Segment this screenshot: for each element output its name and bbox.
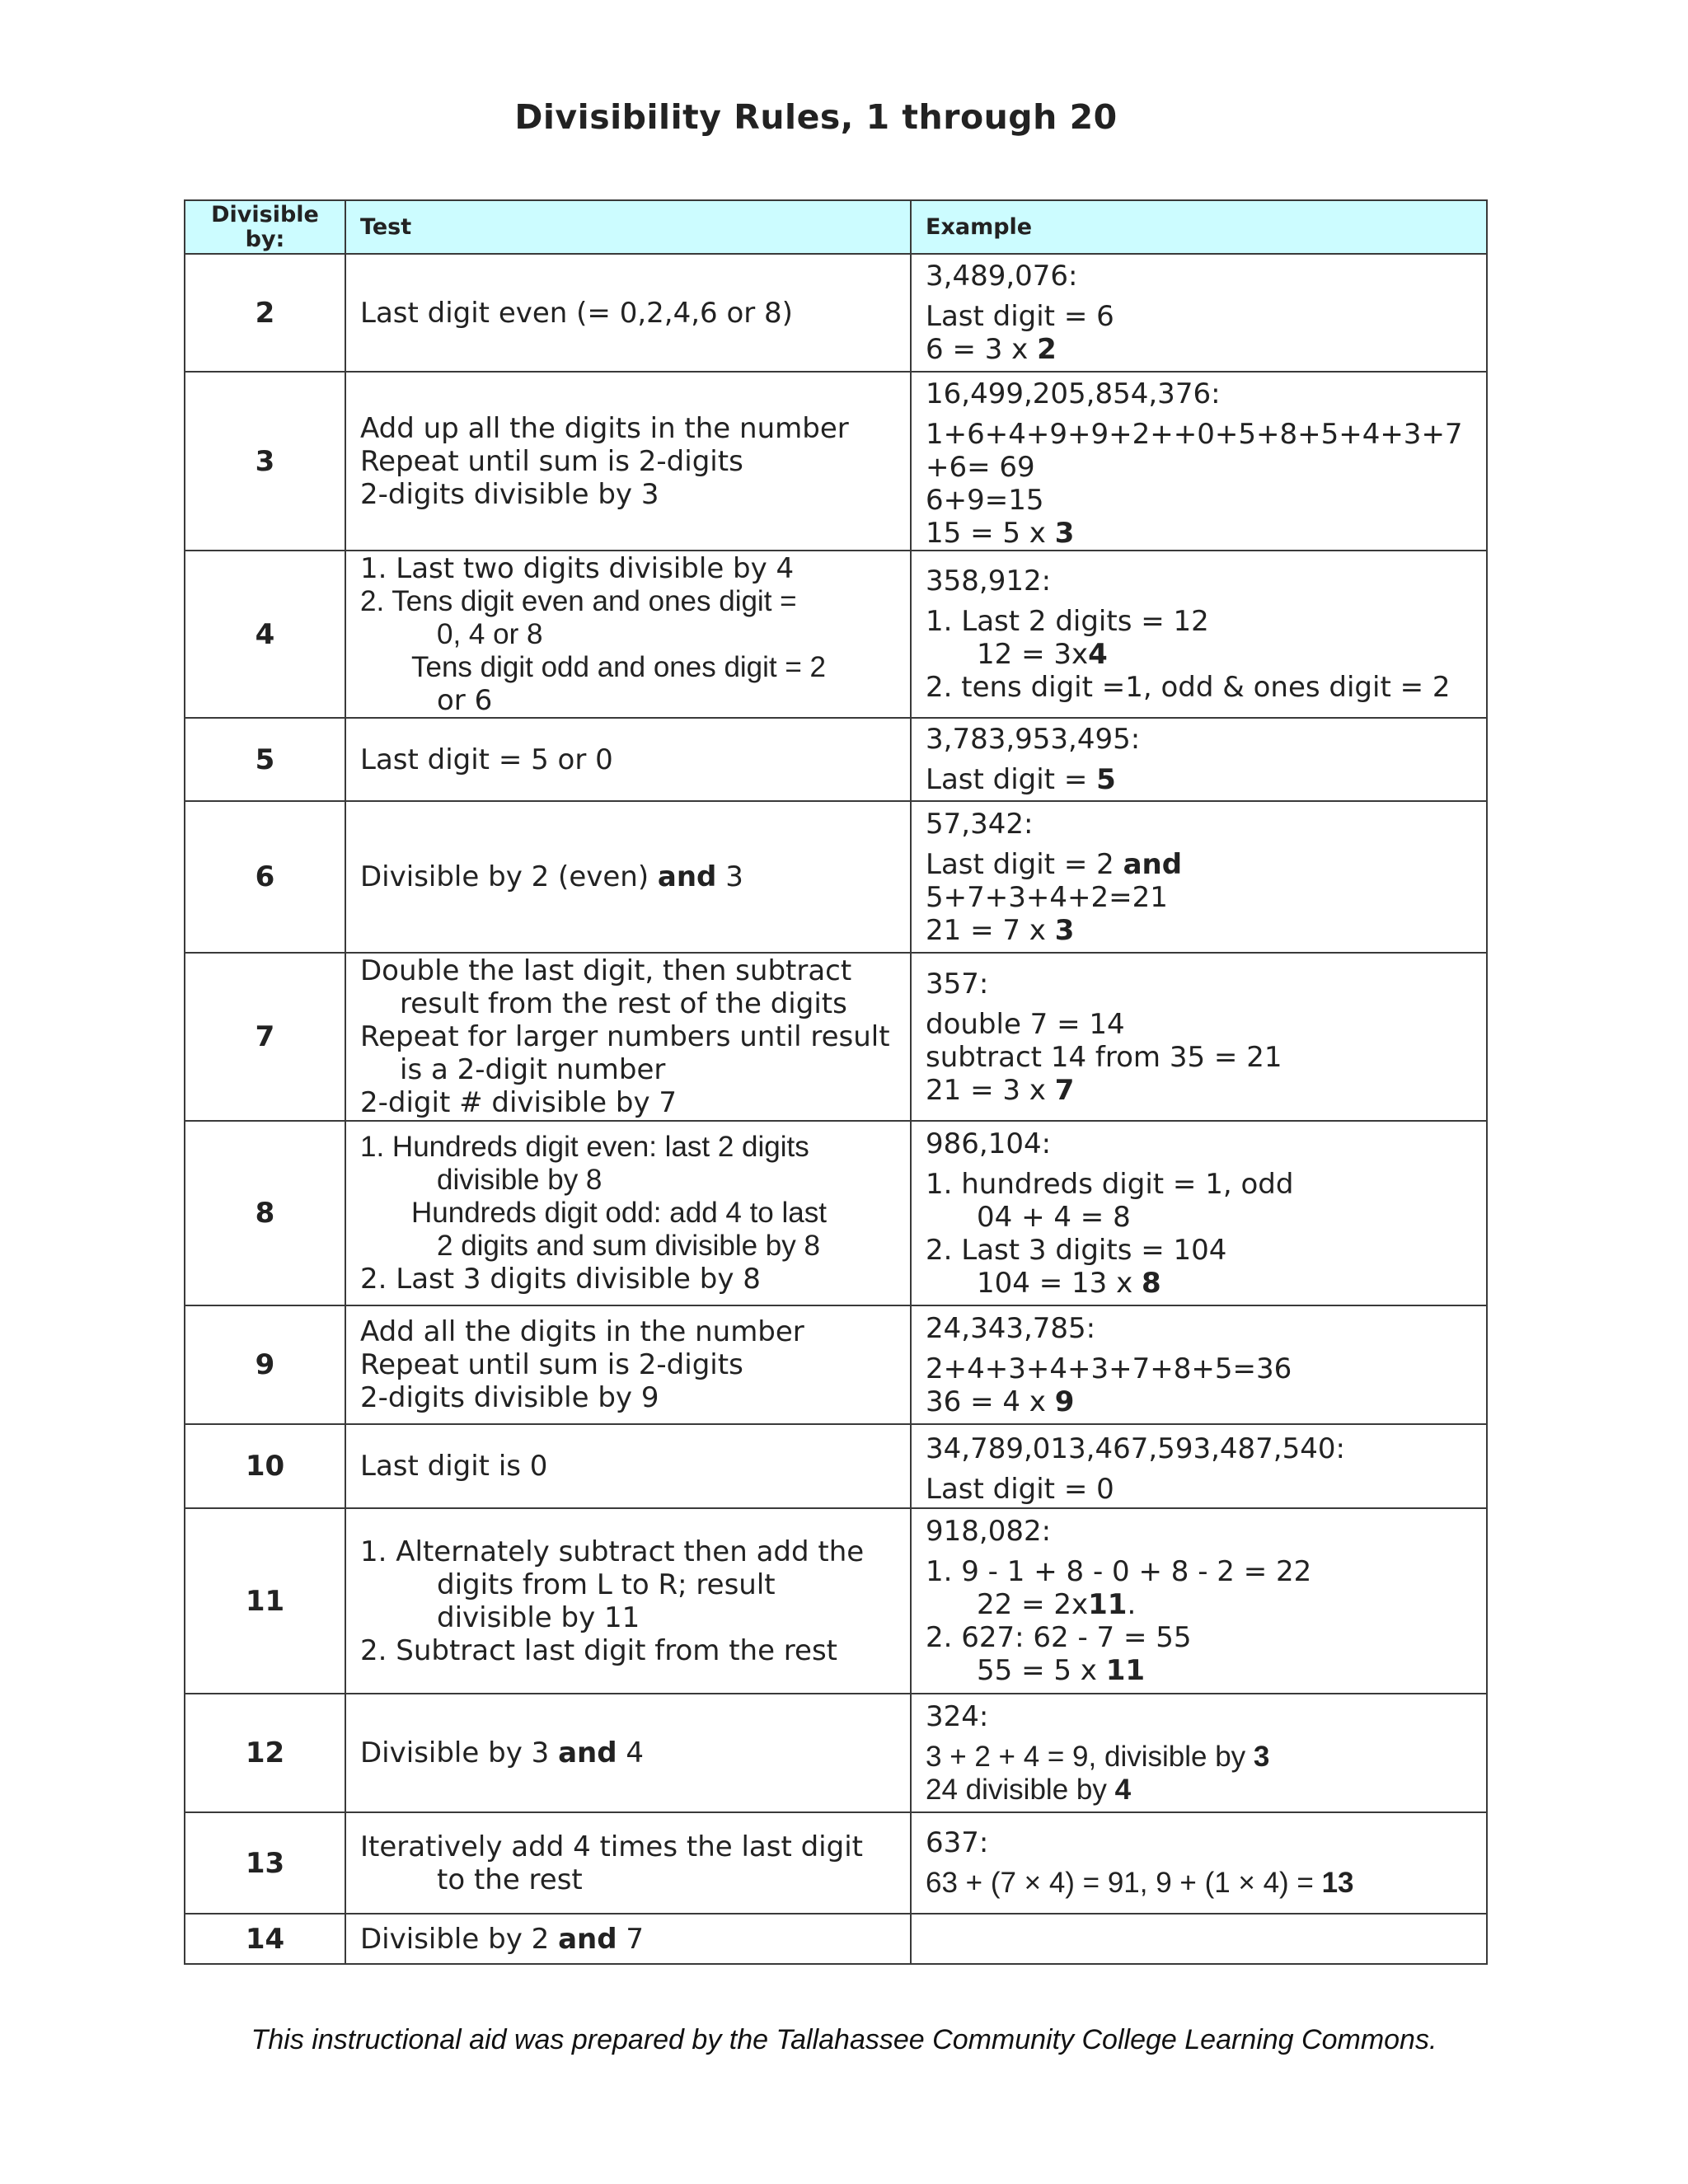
example-line: 2. tens digit =1, odd & ones digit = 2 <box>926 671 1451 704</box>
example-cell <box>911 372 1487 551</box>
example-line: 12 = 3x4 <box>977 638 1108 671</box>
test-line: divisible by 8 <box>437 1164 603 1196</box>
header-test: Test <box>345 200 911 254</box>
test-cell <box>345 801 911 953</box>
test-cell <box>345 1424 911 1508</box>
example-cell <box>911 718 1487 801</box>
example-line: 6 = 3 x 2 <box>926 333 1057 366</box>
example-line: 104 = 13 x 8 <box>977 1266 1161 1300</box>
table-row <box>185 254 1487 372</box>
example-number: 918,082: <box>926 1515 1052 1548</box>
test-cell <box>345 1914 911 1964</box>
divisor-cell: 8 <box>185 1121 345 1305</box>
test-line: Last digit even (= 0,2,4,6 or 8) <box>360 296 793 330</box>
example-line: double 7 = 14 <box>926 1007 1125 1041</box>
test-line: to the rest <box>437 1863 583 1896</box>
header-example: Example <box>911 200 1487 254</box>
example-number: 324: <box>926 1699 989 1733</box>
example-line: 04 + 4 = 8 <box>977 1200 1131 1234</box>
example-line: 1. 9 - 1 + 8 - 0 + 8 - 2 = 22 <box>926 1555 1312 1588</box>
test-line: Add up all the digits in the number <box>360 411 849 445</box>
test-line: Repeat until sum is 2-digits <box>360 444 743 478</box>
example-number: 357: <box>926 967 989 1001</box>
table-row <box>185 1121 1487 1305</box>
test-cell <box>345 1305 911 1424</box>
test-line: Last digit is 0 <box>360 1450 548 1483</box>
test-line: 2-digits divisible by 9 <box>360 1381 659 1414</box>
test-line: 2. Tens digit even and ones digit = <box>360 584 797 617</box>
table-row <box>185 1914 1487 1964</box>
test-line: 2. Subtract last digit from the rest <box>360 1633 837 1667</box>
test-line: Hundreds digit odd: add 4 to last <box>411 1197 827 1229</box>
example-number: 34,789,013,467,593,487,540: <box>926 1432 1345 1465</box>
table-row <box>185 551 1487 718</box>
table-row <box>185 801 1487 953</box>
example-line: Last digit = 2 and <box>926 847 1183 881</box>
example-number: 57,342: <box>926 807 1034 841</box>
test-line: 1. Hundreds digit even: last 2 digits <box>360 1131 809 1163</box>
test-line: Double the last digit, then subtract <box>360 954 852 987</box>
test-line: Last digit = 5 or 0 <box>360 743 613 776</box>
table-header-row <box>185 200 1487 254</box>
example-line: 6+9=15 <box>926 484 1044 517</box>
example-line: 63 + (7 × 4) = 91, 9 + (1 × 4) = 13 <box>926 1867 1354 1899</box>
example-cell <box>911 1508 1487 1694</box>
divisor-cell: 11 <box>185 1508 345 1694</box>
example-number: 637: <box>926 1826 989 1859</box>
example-line: 21 = 7 x 3 <box>926 913 1075 947</box>
divisor-cell: 7 <box>185 953 345 1121</box>
example-number: 986,104: <box>926 1127 1052 1160</box>
example-line: 22 = 2x11. <box>977 1588 1137 1621</box>
test-line: result from the rest of the digits <box>400 987 847 1020</box>
example-number: 16,499,205,854,376: <box>926 377 1221 410</box>
example-cell <box>911 254 1487 372</box>
example-number: 24,343,785: <box>926 1311 1096 1345</box>
example-line: 1+6+4+9+9+2++0+5+8+5+4+3+7 <box>926 418 1463 451</box>
table-row <box>185 1508 1487 1694</box>
test-line: 2-digit # divisible by 7 <box>360 1086 678 1119</box>
example-line: 24 divisible by 4 <box>926 1773 1132 1806</box>
example-line: 3 + 2 + 4 = 9, divisible by 3 <box>926 1740 1270 1773</box>
test-cell <box>345 718 911 801</box>
example-line: Last digit = 5 <box>926 763 1116 796</box>
test-line: 1. Alternately subtract then add the <box>360 1535 865 1568</box>
table-row <box>185 372 1487 551</box>
test-line: Repeat for larger numbers until result <box>360 1020 890 1053</box>
example-line: 55 = 5 x 11 <box>977 1654 1146 1687</box>
example-number: 358,912: <box>926 565 1052 598</box>
example-cell <box>911 1914 1487 1964</box>
table-row <box>185 1305 1487 1424</box>
divisor-cell: 9 <box>185 1305 345 1424</box>
example-line: subtract 14 from 35 = 21 <box>926 1040 1282 1074</box>
test-cell <box>345 953 911 1121</box>
divisor-cell: 6 <box>185 801 345 953</box>
test-line: digits from L to R; result <box>437 1568 776 1601</box>
example-line: 1. Last 2 digits = 12 <box>926 605 1209 638</box>
test-cell <box>345 1694 911 1812</box>
example-number: 3,489,076: <box>926 260 1078 293</box>
divisibility-rules-table <box>184 199 1488 1965</box>
test-line: Iteratively add 4 times the last digit <box>360 1830 863 1863</box>
divisor-cell: 12 <box>185 1694 345 1812</box>
test-line: Divisible by 2 (even) and 3 <box>360 860 743 893</box>
test-cell <box>345 1812 911 1914</box>
test-line: 0, 4 or 8 <box>437 617 543 650</box>
example-cell <box>911 1694 1487 1812</box>
test-cell <box>345 254 911 372</box>
example-line: 21 = 3 x 7 <box>926 1073 1075 1107</box>
test-line: is a 2-digit number <box>400 1053 666 1086</box>
example-line: 2. 627: 62 - 7 = 55 <box>926 1621 1192 1654</box>
test-line: Add all the digits in the number <box>360 1315 804 1348</box>
test-line: 1. Last two digits divisible by 4 <box>360 551 795 585</box>
example-line: 36 = 4 x 9 <box>926 1385 1075 1418</box>
example-cell <box>911 953 1487 1121</box>
example-cell <box>911 801 1487 953</box>
test-line: Repeat until sum is 2-digits <box>360 1348 743 1381</box>
test-cell <box>345 372 911 551</box>
test-line: or 6 <box>437 683 493 717</box>
divisor-cell: 2 <box>185 254 345 372</box>
example-line: Last digit = 0 <box>926 1472 1114 1506</box>
test-line: Tens digit odd and ones digit = 2 <box>411 650 827 683</box>
table-row <box>185 1812 1487 1914</box>
example-line: Last digit = 6 <box>926 300 1114 333</box>
divisor-cell: 14 <box>185 1914 345 1964</box>
test-line: Divisible by 2 and 7 <box>360 1922 645 1956</box>
test-line: 2. Last 3 digits divisible by 8 <box>360 1263 761 1296</box>
test-cell <box>345 1508 911 1694</box>
page-title: Divisibility Rules, 1 through 20 <box>514 97 1118 137</box>
example-cell <box>911 551 1487 718</box>
example-line: 5+7+3+4+2=21 <box>926 880 1168 914</box>
divisor-cell: 5 <box>185 718 345 801</box>
divisor-cell: 13 <box>185 1812 345 1914</box>
test-cell <box>345 551 911 718</box>
example-line: 2. Last 3 digits = 104 <box>926 1233 1227 1267</box>
test-line: 2 digits and sum divisible by 8 <box>437 1230 820 1262</box>
divisor-cell: 10 <box>185 1424 345 1508</box>
test-line: Divisible by 3 and 4 <box>360 1736 645 1769</box>
footer-note: This instructional aid was prepared by the Tallahassee Community College Learning Commons. <box>251 2024 1437 2055</box>
example-cell <box>911 1121 1487 1305</box>
test-line: divisible by 11 <box>437 1601 640 1634</box>
example-cell <box>911 1812 1487 1914</box>
test-line: 2-digits divisible by 3 <box>360 477 659 511</box>
example-number: 3,783,953,495: <box>926 723 1141 756</box>
divisor-cell: 4 <box>185 551 345 718</box>
example-line: +6= 69 <box>926 451 1035 484</box>
table-row <box>185 718 1487 801</box>
example-line: 15 = 5 x 3 <box>926 517 1075 550</box>
table-row <box>185 953 1487 1121</box>
table-row <box>185 1694 1487 1812</box>
header-divisible-by: Divisible by: <box>185 200 345 254</box>
divisor-cell: 3 <box>185 372 345 551</box>
table-row <box>185 1424 1487 1508</box>
example-line: 1. hundreds digit = 1, odd <box>926 1167 1294 1201</box>
example-cell <box>911 1305 1487 1424</box>
example-cell <box>911 1424 1487 1508</box>
example-line: 2+4+3+4+3+7+8+5=36 <box>926 1352 1292 1385</box>
test-cell <box>345 1121 911 1305</box>
